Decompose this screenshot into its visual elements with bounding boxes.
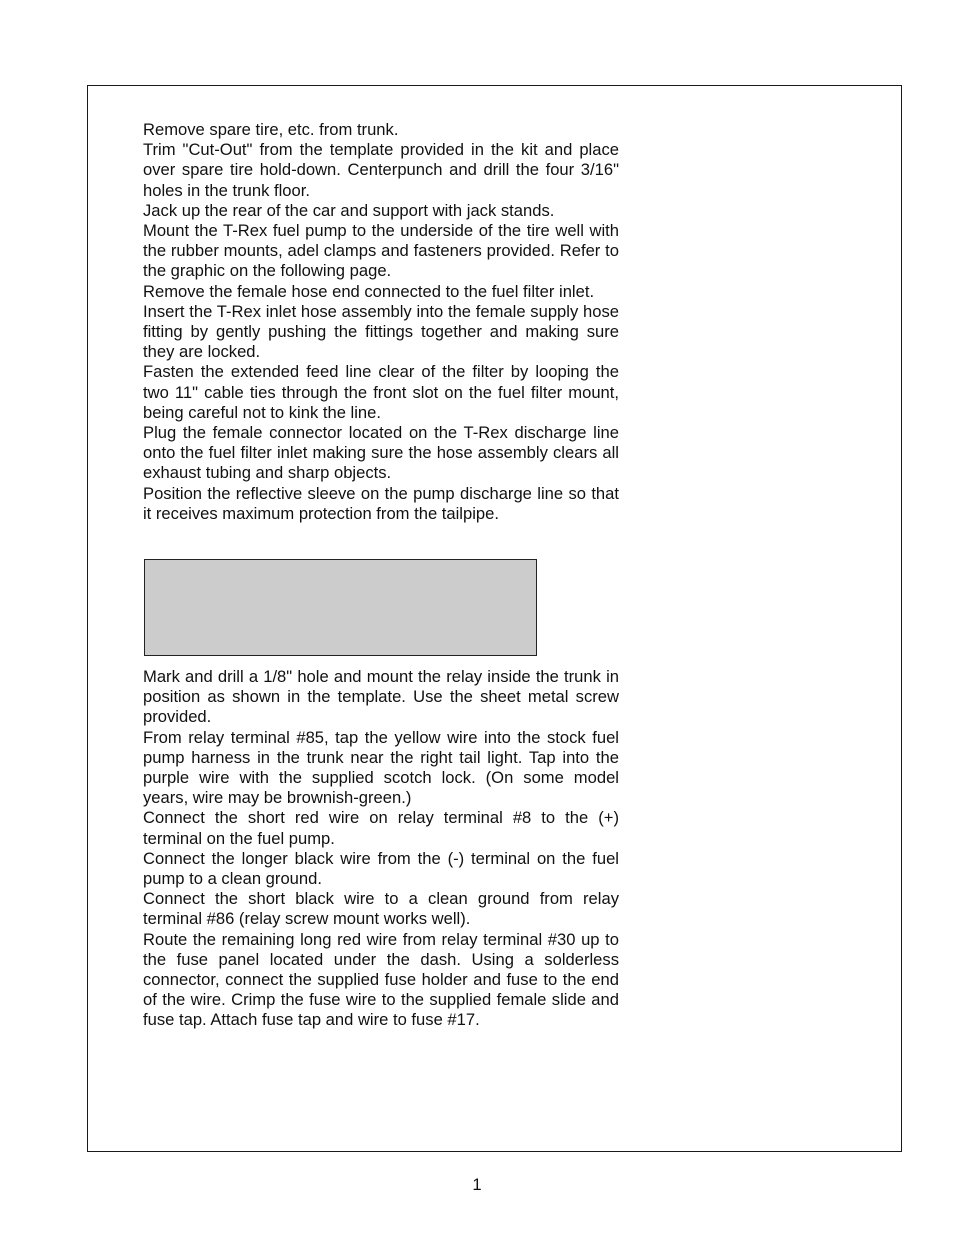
instructions-part-2 [143, 667, 619, 1031]
instruction-step: Remove spare tire, etc. from trunk. [143, 120, 399, 139]
page-number: 1 [472, 1175, 482, 1194]
instruction-step: Position the reflective sleeve on the pump discharge line so that it receives maximum protection from the tailpipe. [143, 483, 619, 523]
instruction-step: Plug the female connector located on the T-Rex discharge line onto the fuel filter inlet making sure the hose assembly clears all exhaust tubing and sharp objects. [143, 423, 619, 483]
instruction-step: Insert the T-Rex inlet hose assembly into the female supply hose fitting by gently pushing the fittings together and making sure they are locked. [143, 301, 619, 362]
instruction-step: Connect the longer black wire from the (-) terminal on the fuel pump to a clean ground. [143, 848, 619, 889]
instruction-step: Connect the short red wire on relay terminal #8 to the (+) terminal on the fuel pump. [143, 808, 619, 848]
instruction-step: Route the remaining long red wire from relay terminal #30 up to the fuse panel located under the dash. Using a solderless connector, connect the supplied fuse holder and fuse to the end of the wire. Crimp the fuse wire to the supplied female slide and fuse tap. Attach fuse tap and wire to fuse #17. [143, 929, 619, 1030]
instruction-step: Jack up the rear of the car and support with jack stands. [143, 200, 555, 220]
instructions-part-1 [143, 120, 619, 524]
instruction-step: Mark and drill a 1/8" hole and mount the relay inside the trunk in position as shown in the template. Use the sheet metal screw provided. [143, 667, 619, 727]
instruction-step: Remove the female hose end connected to the fuel filter inlet. [143, 281, 595, 301]
instruction-step: Connect the short black wire to a clean ground from relay terminal #86 (relay screw mount works well). [143, 889, 619, 929]
instruction-step: Fasten the extended feed line clear of the filter by looping the two 11" cable ties through the front slot on the fuel filter mount, being careful not to kink the line. [143, 362, 619, 422]
instruction-step: Trim "Cut-Out" from the template provided in the kit and place over spare tire hold-down. Centerpunch and drill the four 3/16" holes in the trunk floor. [143, 140, 619, 200]
instruction-step: Mount the T-Rex fuel pump to the underside of the tire well with the rubber mounts, adel clamps and fasteners provided. Refer to the graphic on the following page. [143, 221, 619, 281]
image-placeholder-box [144, 559, 537, 656]
instruction-step: From relay terminal #85, tap the yellow wire into the stock fuel pump harness in the trunk near the right tail light. Tap into the purple wire with the supplied scotch lock. (On some model years, wire may be brownish-green.) [143, 727, 619, 808]
